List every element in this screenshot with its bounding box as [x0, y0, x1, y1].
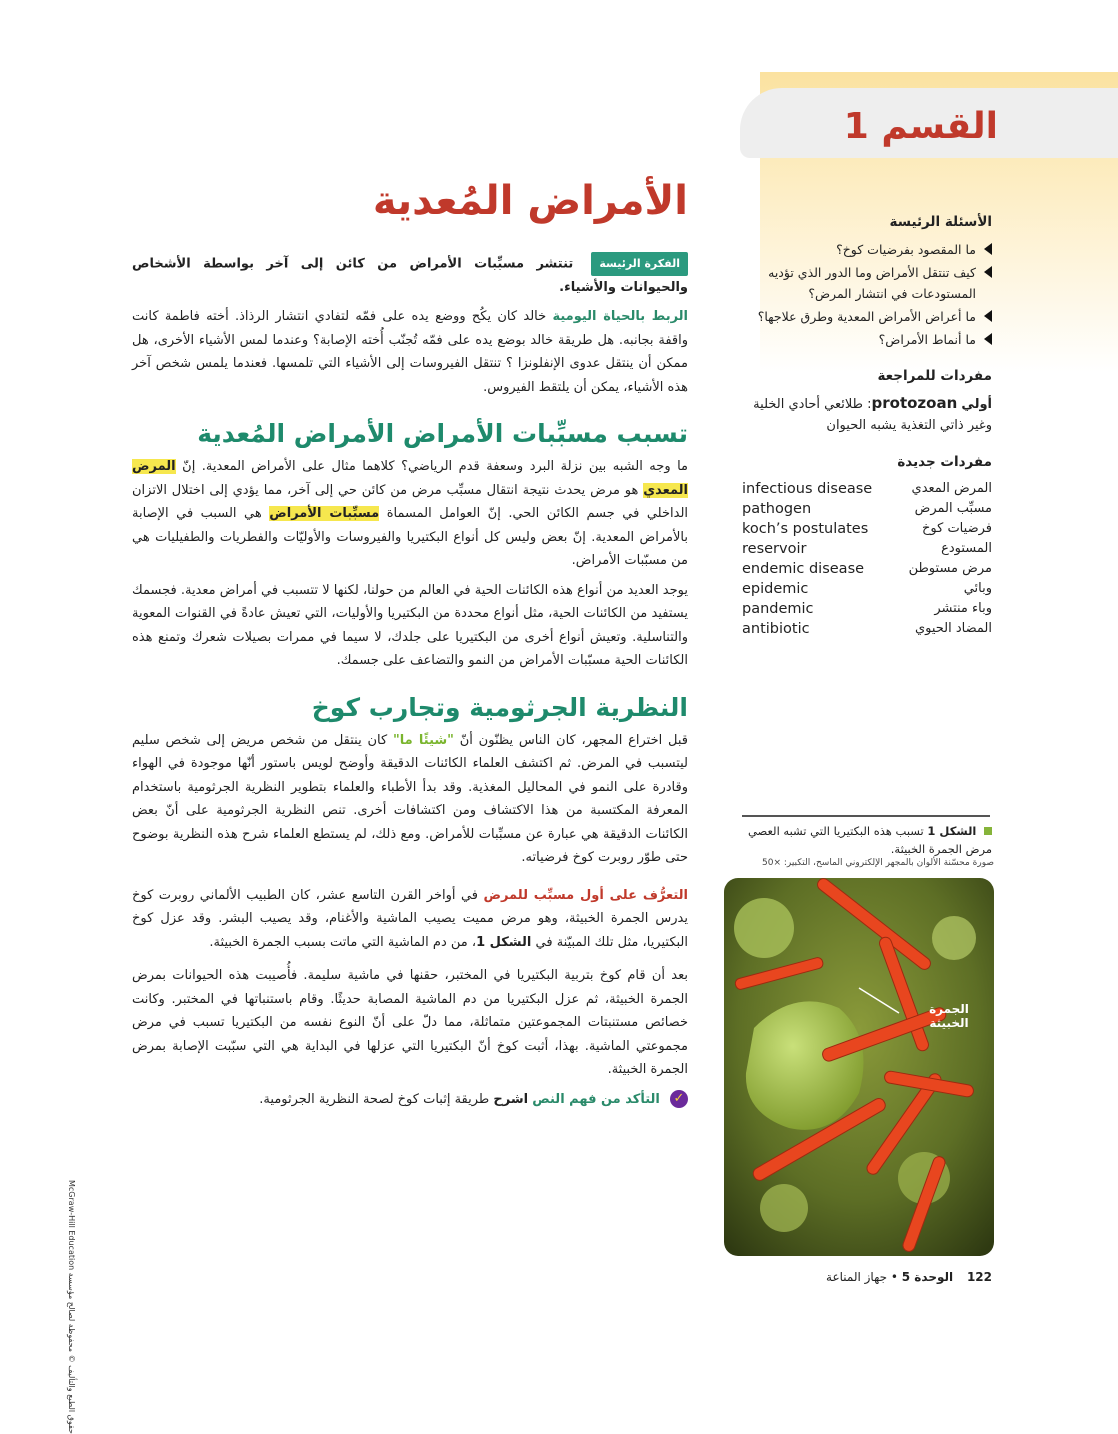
bullet-arrow-icon	[984, 243, 992, 255]
page-number: 122	[966, 1270, 992, 1284]
review-term: أولي protozoan: طلائعي أحادي الخلية وغير ذاتي التغذية يشبه الحيوان	[753, 394, 992, 433]
reading-check: ✓ التأكد من فهم النص اشرح طريقة إثبات كوخ لصحة النظرية الجرثومية.	[132, 1088, 688, 1112]
paragraph: بعد أن قام كوخ بتربية البكتيريا في المختبر، حقنها في ماشية سليمة. فأُصيبت هذه الحيوانات بمرض الجمرة الخبيثة، ثم عزل البكتيريا من دم الماشية المصابة حديثًا. وقام باستنباتها في المختبر. وكانت خصائص مستنبتات المجموعتين متماثلة، مما دلّ على أنّ النوع نفسه من البكتيريا تسبب في مرض مجموعتي الماشية. بهذا، أثبت كوخ أنّ البكتيريا التي عزلها في البداية هي التي سبّبت الإصابة بمرض الجمرة الخبيثة.	[132, 968, 688, 1078]
vocab-row: فرضيات كوخ koch’s postulates	[742, 521, 992, 537]
real-world-paragraph: الربط بالحياة اليومية خالد كان يكُح ووضع يده على فمّه لتفادي انتشار الرذاذ. أخته فاطمة كانت واقفة بجانبه. هل طريقة خالد بوضع يده على فمّه تُجنّب أُخته الإصابة؟ وعندما لمس الأشياء الأخرى، هل ممكن أن ينتقل عدوى الإنفلونزا ؟ تنتقل الفيروسات إلى الأشياء التي تلمسها. فعندما يلمس شخص آخر هذه الأشياء، يمكن أن يلتقط الفيروس.	[132, 309, 689, 395]
review-vocab-heading: مفردات للمراجعة	[877, 368, 992, 384]
page-footer: 122 الوحدة 5 • جهاز المناعة	[826, 1270, 992, 1284]
paragraph: التعرُّف على أول مسبِّب للمرض في أواخر القرن التاسع عشر، كان الطبيب الألماني روبرت كوخ يدرس الجمرة الخبيثة، وهو مرض مميت يصيب الماشية والأغنام، وقد يصيب البشر. وقد عزل كوخ البكتيريا، مثل تلك المبيّنة في الشكل 1، من دم الماشية التي ماتت بسبب الجمرة الخبيثة.	[132, 887, 688, 950]
copyright-side-note: McGraw-Hill Education حقوق الطبع والتأليف © محفوظة لصالح مؤسسة	[67, 1180, 76, 1434]
bullet-arrow-icon	[984, 266, 992, 278]
figure-rule	[742, 815, 990, 817]
question-item: ما أنماط الأمراض؟	[742, 329, 992, 350]
figure-callout: الجمرة الخبيثة	[929, 1002, 969, 1030]
vocab-row: المضاد الحيوي antibiotic	[742, 621, 992, 637]
question-item: كيف تنتقل الأمراض وما الدور الذي تؤديه المستودعات في انتشار المرض؟	[742, 262, 992, 304]
vocab-row: مسبِّب المرض pathogen	[742, 501, 992, 517]
questions-heading: الأسئلة الرئيسة	[889, 214, 992, 230]
highlight-term: مسبِّبات الأمراض	[269, 506, 380, 522]
question-item: ما أعراض الأمراض المعدية وطرق علاجها؟	[742, 306, 992, 327]
bullet-arrow-icon	[984, 310, 992, 322]
page-title: الأمراض المُعدية	[372, 178, 688, 224]
vocab-row: مرض مستوطن endemic disease	[742, 561, 992, 577]
vocab-row: وباء منتشر pandemic	[742, 601, 992, 617]
figure-meta: صورة محسّنة الألوان بالمجهر الإلكتروني الماسح، التكبير: ×50	[761, 858, 994, 868]
check-icon: ✓	[670, 1090, 688, 1108]
section-heading-pathogens: تسبب مسبِّبات الأمراض الأمراض المُعدية	[197, 419, 688, 449]
main-idea: الفكرة الرئيسة تنتشر مسبِّبات الأمراض من كائن إلى آخر بواسطة الأشخاص والحيوانات والأشياء.	[132, 252, 688, 299]
sidebar	[742, 212, 992, 639]
main-text	[132, 252, 688, 1117]
paragraph: يوجد العديد من أنواع هذه الكائنات الحية في العالم من حولنا، لكنها لا تتسبب في أمراض معدية. فجسمك يستفيد من الكائنات الحية، مثل أنواع محددة من البكتيريا والأوليات، التي تعيش عادةً في القنوات المعوية والتناسلية. وتعيش أنواع أخرى من البكتيريا على جلدك، لا سيما في ممرات بصيلات شعرك وتمنع هذه الكائنات الحية مسبّبات الأمراض من النمو والتضاعف على جسمك.	[132, 582, 688, 669]
vocab-row: المستودع reservoir	[742, 541, 992, 557]
section-label: القسم 1	[843, 106, 998, 147]
caption-square-icon	[984, 827, 992, 835]
vocab-row: المرض المعدي infectious disease	[742, 481, 992, 497]
anthrax-photo	[724, 878, 994, 1256]
bullet-arrow-icon	[984, 333, 992, 345]
section-heading-germ-theory: النظرية الجرثومية وتجارب كوخ	[311, 692, 688, 722]
vocab-row: وبائي epidemic	[742, 581, 992, 597]
highlight-term: المرض المعدي	[132, 459, 689, 498]
figure-caption: الشكل 1 تسبب هذه البكتيريا التي تشبه العصي مرض الجمرة الخبيثة.	[747, 824, 992, 856]
paragraph: ما وجه الشبه بين نزلة البرد وسعفة قدم الرياضي؟ كلاهما مثال على الأمراض المعدية. إنّ المرض المعدي هو مرض يحدث نتيجة انتقال مسبِّب مرض من كائن حي إلى آخر، مما يؤدي إلى اختلال الاتزان الداخلي في جسم الكائن الحي. إنّ العوامل المسماة مسبِّبات الأمراض هي السبب في الإصابة بالأمراض المعدية. إنّ بعض وليس كل أنواع البكتيريا والفيروسات والأوليّات والفطريات والطفيليات هي من مسبّبات الأمراض.	[132, 459, 689, 569]
main-idea-badge: الفكرة الرئيسة	[591, 252, 688, 276]
new-vocab-heading: مفردات جديدة	[897, 454, 992, 470]
question-item: ما المقصود بفرضيات كوخ؟	[742, 239, 992, 260]
paragraph: قبل اختراع المجهر، كان الناس يظنّون أنّ "شيئًا ما" كان ينتقل من شخص مريض إلى شخص سليم ليتسبب في المرض. ثم اكتشف العلماء الكائنات الدقيقة وأوضح لويس باستور أنّها موجودة في الهواء وقادرة على النمو في المحاليل المغذية. وقد بدأ الأطباء والعلماء بتطوير النظرية الجرثومية باستخدام المعرفة المكتسبة من هذا الاكتشاف ومن اكتشافات أخرى. تنص النظرية الجرثومية على أنّ بعض الكائنات الدقيقة هي عبارة عن مسبِّبات للأمراض. ومع ذلك، لم يستطع العلماء شرح هذه النظرية بوضوح حتى طوّر روبرت كوخ فرضياته.	[132, 732, 689, 866]
